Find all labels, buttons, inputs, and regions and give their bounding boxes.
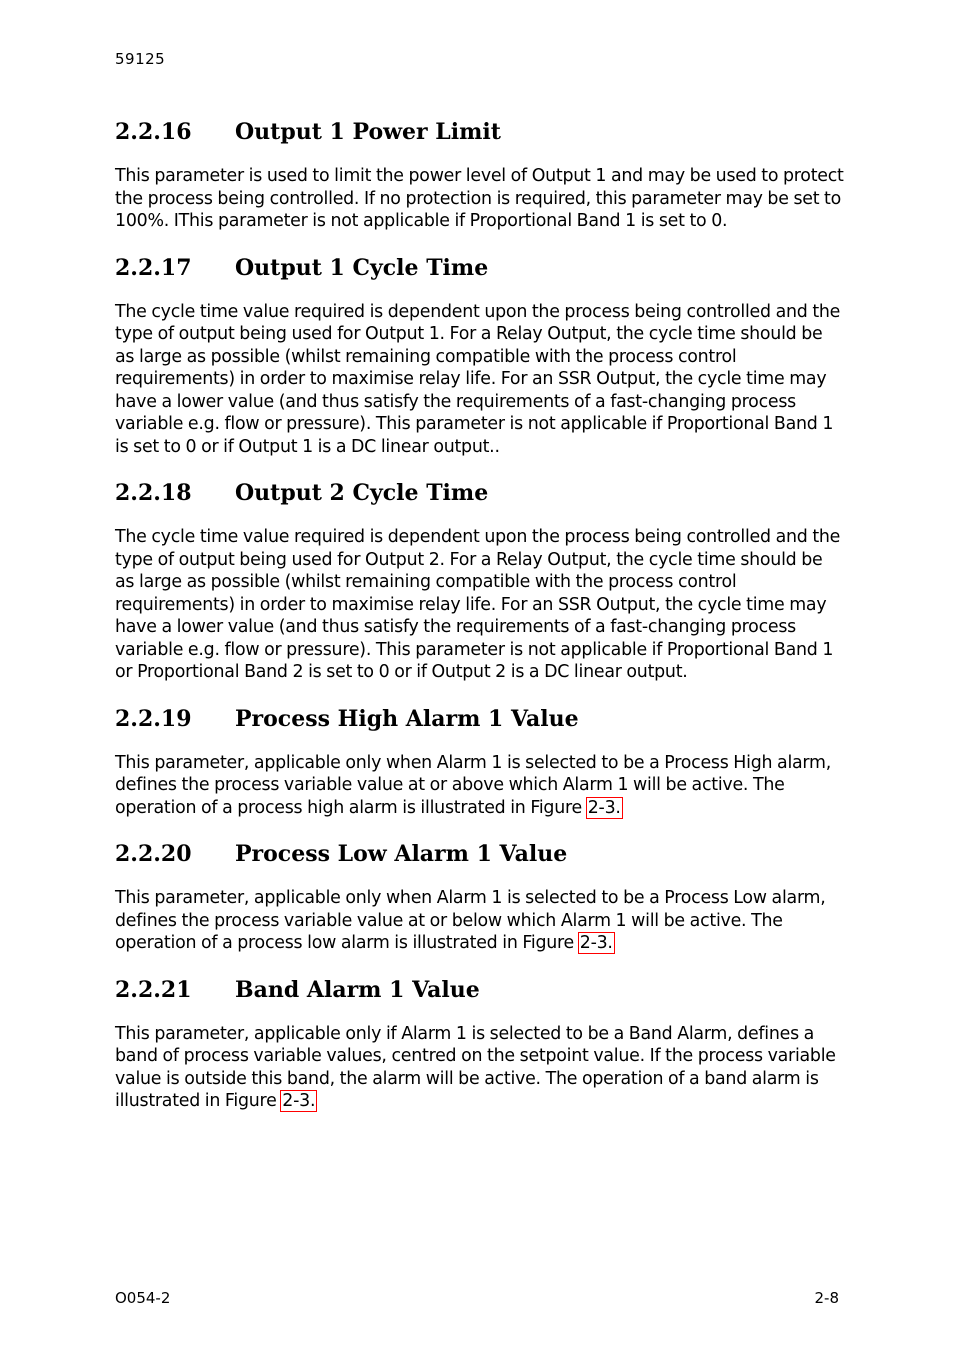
section-title: Output 1 Power Limit xyxy=(235,119,501,145)
page-footer-doc-code: O054-2 xyxy=(115,1289,171,1307)
page-header-doc-number: 59125 xyxy=(115,50,166,68)
section-heading xyxy=(115,702,845,736)
section-body-text: This parameter, applicable only if Alarm 1 is selected to be a Band Alarm, defines a band of process variable values, centred on the setpoint value. If the process variable value is outside this band, the alarm will be active. The operation of a band alarm is illustrated in Figure xyxy=(115,1023,836,1111)
page-content xyxy=(115,115,845,1113)
section-body xyxy=(115,752,845,820)
figure-2-3-link[interactable]: 2-3. xyxy=(282,1091,316,1111)
section-body: This parameter is used to limit the power level of Output 1 and may be used to protect the process being controlled. If no protection is required, this parameter may be set to 100%. IThis parameter is not applicable if Proportional Band 1 is set to 0. xyxy=(115,166,844,231)
section-body xyxy=(115,1023,845,1113)
figure-2-3-link[interactable]: 2-3. xyxy=(587,797,621,818)
section-number: 2.2.21 xyxy=(115,976,192,1003)
page-footer-page-number: 2-8 xyxy=(814,1289,839,1307)
section-body: The cycle time value required is dependent upon the process being controlled and the type of output being used for Output 2. For a Relay Output, the cycle time should be as large as possible (whilst remaining compatible with the process control requirements) in order to maximise relay life. For an SSR Output, the cycle time may have a lower value (and thus satisfy the requirements of a fast-changing process variable e.g. flow or pressure). This parameter is not applicable if Proportional Band 1 or Proportional Band 2 is set to 0 or if Output 2 is a DC linear output. xyxy=(115,527,841,682)
section-number: 2.2.20 xyxy=(115,841,192,867)
section-output-1-cycle-time xyxy=(115,251,845,459)
figure-2-3-link[interactable]: 2-3. xyxy=(579,933,613,953)
section-process-low-alarm-1-value xyxy=(115,837,845,955)
section-body xyxy=(115,887,845,955)
section-title: Process High Alarm 1 Value xyxy=(235,705,579,732)
section-number: 2.2.17 xyxy=(115,254,192,281)
section-number: 2.2.19 xyxy=(115,705,192,732)
section-title: Output 1 Cycle Time xyxy=(235,254,489,281)
section-band-alarm-1-value xyxy=(115,973,845,1113)
section-title: Process Low Alarm 1 Value xyxy=(235,841,568,867)
section-output-2-cycle-time xyxy=(115,476,845,684)
section-body-text: This parameter, applicable only when Alarm 1 is selected to be a Process High alarm, defines the process variable value at or above which Alarm 1 will be active. The operation of a process high alarm is illustrated in Figure xyxy=(115,752,831,818)
section-heading xyxy=(115,837,845,871)
section-heading xyxy=(115,251,845,285)
section-body-text: This parameter, applicable only when Alarm 1 is selected to be a Process Low alarm, defines the process variable value at or below which Alarm 1 will be active. The operation of a process low alarm is illustrated in Figure xyxy=(115,888,826,953)
section-title: Output 2 Cycle Time xyxy=(235,480,489,506)
section-number: 2.2.16 xyxy=(115,119,192,145)
section-number: 2.2.18 xyxy=(115,480,192,506)
section-process-high-alarm-1-value xyxy=(115,702,845,820)
section-heading xyxy=(115,476,845,510)
section-output-1-power-limit xyxy=(115,115,845,233)
section-heading xyxy=(115,973,845,1007)
section-heading xyxy=(115,115,845,149)
section-body: The cycle time value required is dependent upon the process being controlled and the type of output being used for Output 1. For a Relay Output, the cycle time should be as large as possible (whilst remaining compatible with the process control requirements) in order to maximise relay life. For an SSR Output, the cycle time may have a lower value (and thus satisfy the requirements of a fast-changing process variable e.g. flow or pressure). This parameter is not applicable if Proportional Band 1 is set to 0 or if Output 1 is a DC linear output.. xyxy=(115,301,841,457)
section-title: Band Alarm 1 Value xyxy=(235,976,480,1003)
